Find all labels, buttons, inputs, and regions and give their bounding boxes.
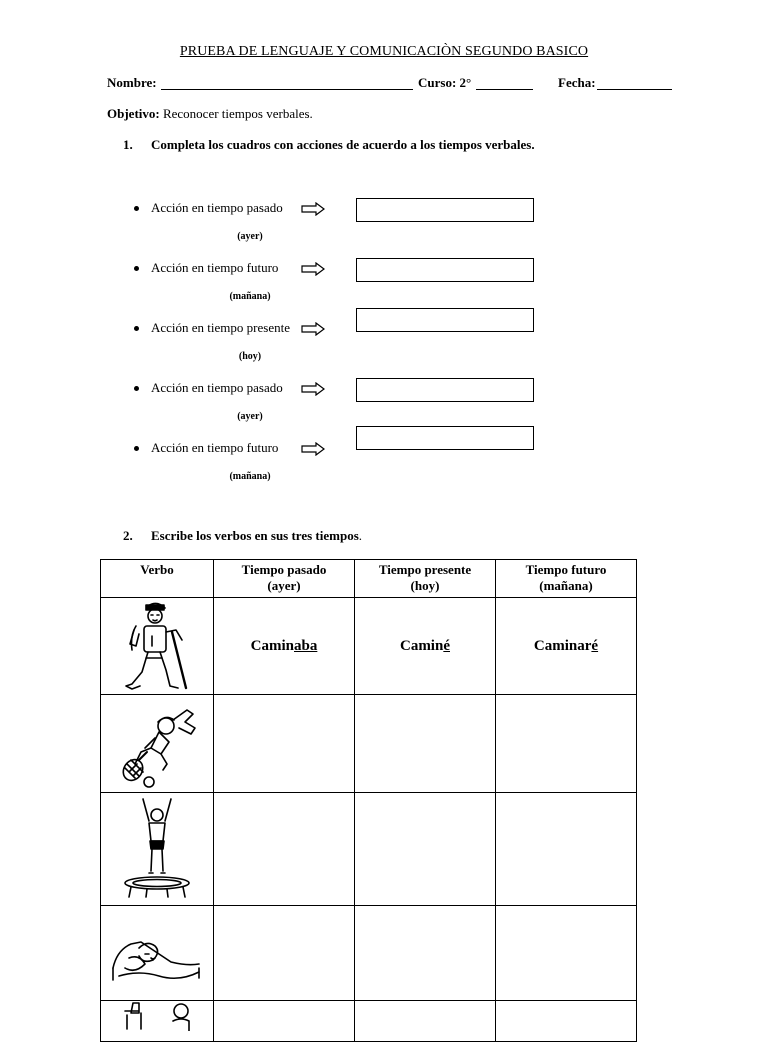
right-arrow-icon — [301, 262, 325, 276]
col-header-futuro: Tiempo futuro (mañana) — [496, 560, 637, 598]
pasado-cell[interactable] — [214, 695, 355, 793]
objective-label: Objetivo: — [107, 106, 160, 121]
right-arrow-icon — [301, 442, 325, 456]
q1-text: Completa los cuadros con acciones de acuerdo a los tiempos verbales. — [151, 137, 535, 152]
bullet-icon — [134, 386, 139, 391]
q2-number: 2. — [123, 528, 133, 543]
table-row — [101, 1001, 637, 1042]
right-arrow-icon — [301, 322, 325, 336]
presente-cell[interactable]: Caminé — [355, 598, 496, 695]
action-label: Acción en tiempo pasado — [151, 200, 283, 215]
time-hint: (hoy) — [238, 351, 262, 362]
objective-text: Reconocer tiempos verbales. — [162, 106, 313, 121]
tennis-player-icon — [101, 698, 213, 790]
right-arrow-icon — [301, 382, 325, 396]
table-row — [101, 793, 637, 906]
action-label: Acción en tiempo presente — [151, 320, 290, 335]
hiker-walking-icon — [101, 600, 213, 692]
time-hint: (ayer) — [237, 231, 263, 242]
bullet-icon — [134, 446, 139, 451]
sleeping-person-icon — [101, 918, 213, 988]
verb-picture-cell — [101, 906, 214, 1001]
presente-cell[interactable] — [355, 695, 496, 793]
table-row — [101, 598, 637, 695]
col-header-presente: Tiempo presente (hoy) — [355, 560, 496, 598]
student-info-line — [107, 75, 707, 93]
action-label: Acción en tiempo pasado — [151, 380, 283, 395]
table-header-row — [101, 560, 637, 598]
futuro-cell[interactable] — [496, 793, 637, 906]
curso-field[interactable] — [476, 78, 533, 90]
table-row — [101, 906, 637, 1001]
table-row — [101, 695, 637, 793]
page-title: PRUEBA DE LENGUAJE Y COMUNICACIÒN SEGUNDO BASICO — [179, 44, 589, 59]
answer-box[interactable] — [356, 198, 534, 222]
pasado-cell[interactable] — [214, 1001, 355, 1042]
futuro-cell[interactable] — [496, 1001, 637, 1042]
curso-label: Curso: 2° — [418, 75, 472, 90]
verb-picture-cell — [101, 598, 214, 695]
trampoline-jumper-icon — [101, 795, 213, 903]
futuro-cell[interactable] — [496, 906, 637, 1001]
bullet-icon — [134, 326, 139, 331]
time-hint: (mañana) — [229, 471, 271, 482]
presente-cell[interactable] — [355, 1001, 496, 1042]
q2-text-main: Escribe los verbos en sus tres tiempos — [151, 528, 359, 543]
fecha-field[interactable] — [597, 78, 672, 90]
nombre-label: Nombre: — [107, 75, 157, 90]
answer-box[interactable] — [356, 426, 534, 450]
presente-cell[interactable] — [355, 793, 496, 906]
verb-picture-cell — [101, 793, 214, 906]
col-header-verbo: Verbo — [101, 560, 214, 598]
people-icon — [101, 1001, 213, 1041]
right-arrow-icon — [301, 202, 325, 216]
bullet-icon — [134, 206, 139, 211]
presente-cell[interactable] — [355, 906, 496, 1001]
time-hint: (mañana) — [229, 291, 271, 302]
verb-picture-cell — [101, 1001, 214, 1042]
q2-text-end: . — [358, 528, 363, 543]
verbs-table — [100, 559, 637, 1042]
answer-box[interactable] — [356, 308, 534, 332]
time-hint: (ayer) — [237, 411, 263, 422]
answer-box[interactable] — [356, 378, 534, 402]
nombre-field[interactable] — [161, 78, 413, 90]
col-header-pasado: Tiempo pasado (ayer) — [214, 560, 355, 598]
objective — [107, 106, 313, 122]
futuro-cell[interactable] — [496, 695, 637, 793]
answer-box[interactable] — [356, 258, 534, 282]
q1-number: 1. — [123, 137, 133, 152]
action-label: Acción en tiempo futuro — [151, 260, 279, 275]
verb-picture-cell — [101, 695, 214, 793]
action-label: Acción en tiempo futuro — [151, 440, 279, 455]
q2-text — [151, 528, 362, 544]
pasado-cell[interactable]: Caminaba — [214, 598, 355, 695]
pasado-cell[interactable] — [214, 906, 355, 1001]
bullet-icon — [134, 266, 139, 271]
fecha-label: Fecha: — [558, 75, 596, 90]
pasado-cell[interactable] — [214, 793, 355, 906]
futuro-cell[interactable]: Caminaré — [496, 598, 637, 695]
